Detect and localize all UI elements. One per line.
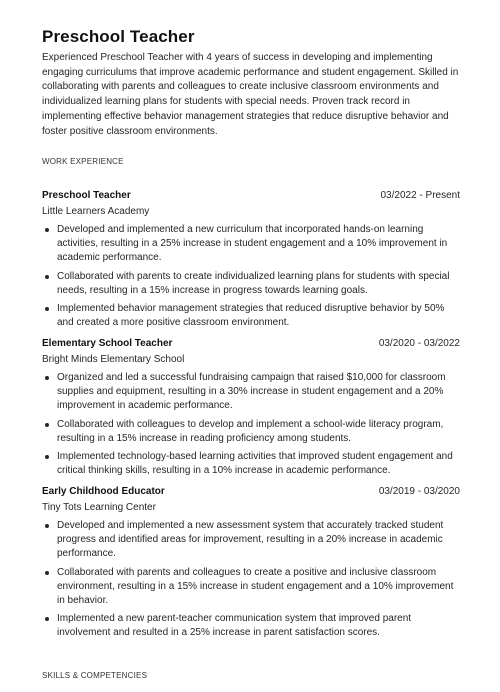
job-header <box>42 338 460 353</box>
job-bullet <box>42 223 460 266</box>
bullet-icon <box>45 455 49 459</box>
job-bullet <box>42 302 460 330</box>
job-dates: 03/2019 - 03/2020 <box>378 486 460 497</box>
professional-summary: Experienced Preschool Teacher with 4 years of success in developing and implementing engaging curriculums that improve academic performance and student engagement. Skilled in collaborating with parents and colleagues to create inclusive classroom environments and individualized learning plans for students with special needs. Proven track record in implementing effective behavior management strategies that reduce disruptive behavior and foster positive classroom environments. <box>42 52 459 137</box>
job-bullet <box>42 418 460 446</box>
job-bullet-text: Organized and led a successful fundraising campaign that raised $10,000 for classroom supplies and equipment, resulting in a 30% increase in student engagement and a 20% improvement in academic performance. <box>57 372 446 412</box>
job-bullet <box>42 566 460 609</box>
bullet-icon <box>45 524 49 528</box>
job-bullet-text: Developed and implemented a new curriculum that incorporated hands-on learning activities, resulting in a 25% increase in student engagement and a 10% improvement in academic performance. <box>57 224 448 264</box>
job-title: Elementary School Teacher <box>42 338 173 349</box>
job-bullet-list <box>42 371 460 478</box>
job-header <box>42 486 460 501</box>
section-label-skills: SKILLS & COMPETENCIES <box>42 671 148 680</box>
job-bullet <box>42 270 460 298</box>
bullet-icon <box>45 228 49 232</box>
job-bullet-text: Implemented behavior management strategies that reduced disruptive behavior by 50% and created a more positive classroom environment. <box>57 303 445 329</box>
job-dates: 03/2022 - Present <box>380 190 460 201</box>
job-bullet <box>42 519 460 562</box>
job-bullet-text: Collaborated with parents to create individualized learning plans for students with special needs, resulting in a 15% increase in progress towards learning goals. <box>57 270 450 296</box>
job-entry <box>42 338 460 482</box>
bullet-icon <box>45 307 49 311</box>
job-bullet-list <box>42 519 460 641</box>
section-label-work-experience: WORK EXPERIENCE <box>42 157 124 166</box>
job-bullet-list <box>42 223 460 330</box>
job-dates: 03/2020 - 03/2022 <box>378 338 460 349</box>
job-entry <box>42 190 460 334</box>
bullet-icon <box>45 376 49 380</box>
job-company: Little Learners Academy <box>42 206 150 217</box>
job-header <box>42 190 460 205</box>
bullet-icon <box>45 423 49 427</box>
job-bullet <box>42 612 460 640</box>
bullet-icon <box>45 617 49 621</box>
job-bullet <box>42 371 460 414</box>
job-bullet-text: Collaborated with colleagues to develop and implement a school-wide literacy program, resulting in a 15% increase in reading proficiency among students. <box>57 418 444 444</box>
job-title: Early Childhood Educator <box>42 486 165 497</box>
job-bullet-text: Collaborated with parents and colleagues to create a positive and inclusive classroom environment, resulting in a 15% increase in student engagement and a 10% improvement in behavior. <box>57 566 454 607</box>
job-entry <box>42 486 460 645</box>
bullet-icon <box>45 275 49 279</box>
job-company: Tiny Tots Learning Center <box>42 502 156 513</box>
resume-name: Preschool Teacher <box>42 27 195 46</box>
job-company: Bright Minds Elementary School <box>42 354 185 365</box>
job-title: Preschool Teacher <box>42 190 131 201</box>
job-bullet-text: Implemented technology-based learning activities that improved student engagement and critical thinking skills, resulting in a 10% increase in academic performance. <box>57 451 453 477</box>
job-bullet-text: Developed and implemented a new assessment system that accurately tracked student progress and identified areas for improvement, resulting in a 20% increase in academic performance. <box>57 520 444 560</box>
bullet-icon <box>45 571 49 575</box>
job-bullet-text: Implemented a new parent-teacher communication system that improved parent involvement and resulted in a 25% increase in parent satisfaction scores. <box>57 613 412 639</box>
job-bullet <box>42 450 460 478</box>
